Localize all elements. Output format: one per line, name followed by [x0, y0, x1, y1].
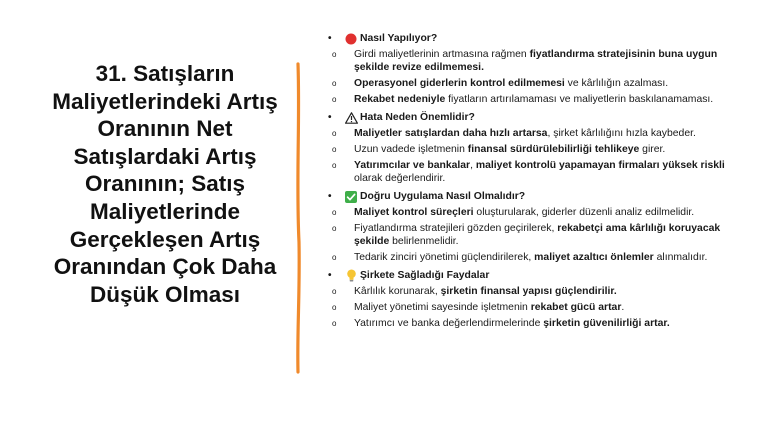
item-list	[328, 206, 748, 264]
bullet-icon: •	[328, 191, 332, 202]
text-run: Uzun vadede işletmenin	[354, 144, 468, 155]
sub-bullet-icon: o	[332, 303, 337, 312]
bold-text: şirketin finansal yapısı güçlendirilir.	[440, 286, 617, 297]
bullet-icon: •	[328, 112, 332, 123]
list-item	[328, 206, 748, 219]
bold-text: Maliyetler satışlardan daha hızlı artarsa	[354, 128, 548, 139]
bullet-icon: •	[328, 270, 332, 281]
section	[328, 32, 748, 106]
sub-bullet-icon: o	[332, 319, 337, 328]
bold-text: maliyet azaltıcı önlemler	[534, 252, 654, 263]
item-list	[328, 48, 748, 106]
text-run: Girdi maliyetlerinin artmasına rağmen	[354, 49, 530, 60]
sub-bullet-icon: o	[332, 253, 337, 262]
item-list	[328, 127, 748, 185]
list-item-text	[354, 48, 748, 74]
list-item-text	[354, 127, 748, 140]
list-item	[328, 127, 748, 140]
bold-text: rekabet gücü artar	[530, 302, 622, 313]
list-item-text	[354, 251, 748, 264]
section-heading	[328, 269, 748, 282]
text-run: oluşturularak, giderler düzenli analiz edilmelidir.	[473, 207, 695, 218]
list-item	[328, 159, 748, 185]
bold-text: maliyet kontrolü yapamayan firmaları yüksek riskli	[475, 160, 725, 171]
text-run: girer.	[639, 144, 666, 155]
list-item	[328, 317, 748, 330]
bold-text: Maliyet kontrol süreçleri	[354, 207, 474, 218]
list-item-text	[354, 317, 748, 330]
text-run: Maliyet yönetimi sayesinde işletmenin	[354, 302, 531, 313]
list-item	[328, 48, 748, 74]
text-run: ve kârlılığın azalması.	[564, 78, 669, 89]
section-heading	[328, 190, 748, 203]
bold-text: fiyatlandırma stratejisinin buna uygun şekilde revize edilmemesi.	[354, 49, 718, 73]
list-item-text	[354, 159, 748, 185]
red-circle-icon	[344, 32, 358, 45]
text-run: ,	[470, 160, 476, 171]
section	[328, 269, 748, 330]
bullet-icon: •	[328, 33, 332, 44]
slide-title: 31. Satışların Maliyetlerindeki Artış Oranının Net Satışlardaki Artış Oranının; Satış Maliyetlerinde Gerçekleşen Artış Oranından Çok Daha Düşük Olması	[52, 61, 278, 307]
text-run: Tedarik zinciri yönetimi güçlendirilerek,	[354, 252, 535, 263]
bold-text: finansal sürdürülebilirliği tehlikeye	[467, 144, 640, 155]
text-run: belirlenmelidir.	[389, 236, 459, 247]
text-run: olarak değerlendirir.	[354, 173, 446, 184]
sub-bullet-icon: o	[332, 208, 337, 217]
bold-text: rekabetçi ama kârlılığı koruyacak şekilde	[354, 223, 721, 247]
section-heading	[328, 32, 748, 45]
text-run: Fiyatlandırma stratejileri gözden geçirilerek,	[354, 223, 558, 234]
list-item-text	[354, 143, 748, 156]
list-item-text	[354, 222, 748, 248]
bold-text: Yatırımcılar ve bankalar	[354, 160, 471, 171]
section	[328, 111, 748, 185]
section-heading-text: Şirkete Sağladığı Faydalar	[360, 270, 490, 281]
list-item	[328, 285, 748, 298]
list-item	[328, 143, 748, 156]
list-item	[328, 301, 748, 314]
sub-bullet-icon: o	[332, 129, 337, 138]
bold-text: Rekabet nedeniyle	[354, 94, 446, 105]
sub-bullet-icon: o	[332, 50, 337, 59]
list-item	[328, 77, 748, 90]
list-item	[328, 93, 748, 106]
text-run: Kârlılık korunarak,	[354, 286, 441, 297]
text-run: fiyatların artırılamaması ve maliyetlerin baskılanamaması.	[445, 94, 714, 105]
sub-bullet-icon: o	[332, 145, 337, 154]
text-run: alınmalıdır.	[653, 252, 708, 263]
bold-text: şirketin güvenilirliği artar.	[543, 318, 670, 329]
content-list	[328, 32, 748, 335]
sub-bullet-icon: o	[332, 287, 337, 296]
sub-bullet-icon: o	[332, 95, 337, 104]
section-heading	[328, 111, 748, 124]
list-item-text	[354, 206, 748, 219]
light-bulb-icon	[344, 269, 358, 282]
text-run: .	[621, 302, 625, 313]
item-list	[328, 285, 748, 330]
sub-bullet-icon: o	[332, 161, 337, 170]
sub-bullet-icon: o	[332, 224, 337, 233]
section-heading-text: Hata Neden Önemlidir?	[360, 112, 475, 123]
sub-bullet-icon: o	[332, 79, 337, 88]
warning-icon	[344, 111, 358, 124]
section-heading-text: Nasıl Yapılıyor?	[360, 33, 438, 44]
list-item	[328, 222, 748, 248]
list-item-text	[354, 301, 748, 314]
list-item-text	[354, 77, 748, 90]
text-run: Yatırımcı ve banka değerlendirmelerinde	[354, 318, 544, 329]
list-item-text	[354, 93, 748, 106]
list-item-text	[354, 285, 748, 298]
check-mark-icon	[344, 190, 358, 203]
bold-text: Operasyonel giderlerin kontrol edilmemesi	[354, 78, 565, 89]
orange-divider	[294, 62, 302, 374]
section-heading-text: Doğru Uygulama Nasıl Olmalıdır?	[360, 191, 526, 202]
list-item	[328, 251, 748, 264]
section	[328, 190, 748, 264]
text-run: , şirket kârlılığını hızla kaybeder.	[547, 128, 696, 139]
